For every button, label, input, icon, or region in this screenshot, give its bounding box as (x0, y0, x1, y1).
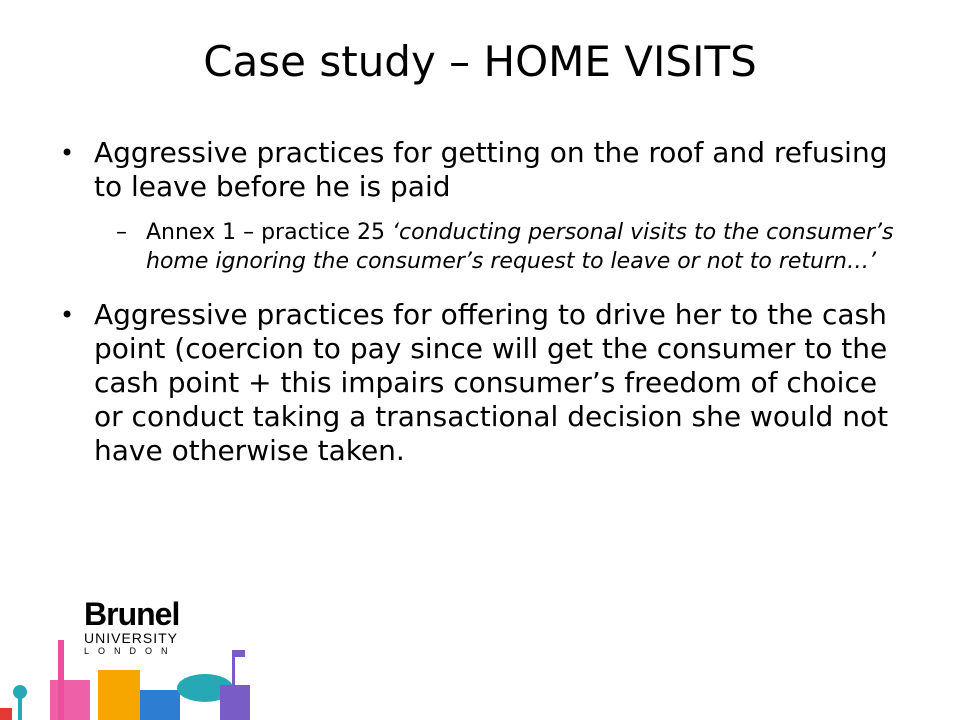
skyline-block-purple (220, 685, 250, 720)
slide-title: Case study – HOME VISITS (203, 37, 757, 86)
bullet-icon: • (60, 139, 75, 167)
skyline-illustration (0, 640, 260, 720)
skyline-block-pink (50, 680, 90, 720)
bullet-icon: • (60, 301, 75, 329)
skyline-block-orange (98, 670, 140, 720)
bullet-text: Aggressive practices for offering to drive her to the cash point (coercion to pay since will get the consumer to the cash point + this impairs consumer’s freedom of choice or conduct taking a transactional decision she would not have otherwise taken. (94, 298, 889, 467)
bullet-item (60, 298, 910, 468)
logo-line-london: LONDON (84, 646, 177, 656)
sub-bullet-quote: ‘conducting personal visits to the consumer’s home ignoring the consumer’s request to leave or not to return…’ (146, 220, 894, 274)
skyline-lamp-head (13, 685, 27, 699)
bullet-list (60, 136, 910, 482)
sub-bullet-item (116, 218, 910, 276)
logo-line-university: UNIVERSITY (84, 630, 179, 646)
skyline-lamp-post (18, 698, 22, 720)
dash-icon: – (116, 220, 127, 245)
skyline-block-blue (140, 690, 180, 720)
skyline-flag (235, 650, 245, 657)
sub-bullet-prefix: Annex 1 – practice 25 (146, 220, 393, 245)
logo-wordmark: Brunel (84, 596, 180, 632)
skyline-block-red (0, 708, 12, 720)
skyline-flagpole (232, 650, 235, 685)
bullet-text: Aggressive practices for getting on the roof and refusing to leave before he is paid (94, 136, 888, 203)
bullet-item (60, 136, 910, 204)
